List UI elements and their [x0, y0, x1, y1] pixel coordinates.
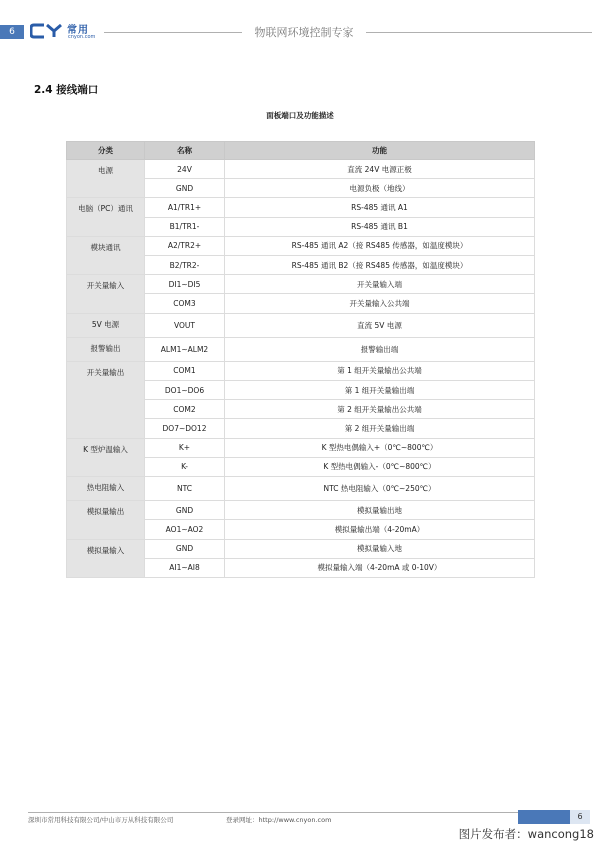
ports-table-body: [67, 160, 535, 578]
footer-website: 登录网址：http://www.cnyon.com: [226, 816, 332, 824]
category-cell: 开关量输入: [67, 275, 145, 313]
port-name-cell: VOUT: [145, 313, 225, 337]
category-cell: 电源: [67, 160, 145, 198]
port-function-cell: RS-485 通讯 B2（接 RS485 传感器，如温度模块）: [225, 255, 535, 274]
port-function-cell: 报警输出端: [225, 337, 535, 361]
port-function-cell: 模拟量输入端（4-20mA 或 0-10V）: [225, 558, 535, 577]
category-cell: 电脑（PC）通讯: [67, 198, 145, 236]
category-cell: 模块通讯: [67, 236, 145, 274]
footer-accent-bar: [518, 810, 570, 824]
port-name-cell: GND: [145, 179, 225, 198]
port-name-cell: K+: [145, 438, 225, 457]
port-name-cell: GND: [145, 539, 225, 558]
logo-url: cnyon.com: [68, 34, 96, 40]
port-name-cell: AI1~AI8: [145, 558, 225, 577]
port-function-cell: K 型热电偶输入+（0℃~800℃）: [225, 438, 535, 457]
port-function-cell: 第 2 组开关量输出公共端: [225, 400, 535, 419]
port-function-cell: 模拟量输出地: [225, 501, 535, 520]
port-name-cell: ALM1~ALM2: [145, 337, 225, 361]
footer-page-number: 6: [570, 810, 590, 824]
port-name-cell: K-: [145, 457, 225, 476]
header-rule-left: [104, 32, 242, 33]
footer-rule: [28, 812, 518, 813]
port-function-cell: 模拟量输入地: [225, 539, 535, 558]
category-cell: 5V 电源: [67, 313, 145, 337]
port-name-cell: NTC: [145, 477, 225, 501]
port-function-cell: 电源负极（地线）: [225, 179, 535, 198]
column-header-name: 名称: [145, 142, 225, 160]
table-row: [67, 337, 535, 361]
table-row: [67, 438, 535, 457]
company-logo: [30, 21, 102, 43]
publisher-watermark: 图片发布者：wancong18: [458, 827, 594, 841]
ports-table: [66, 141, 535, 578]
port-name-cell: COM1: [145, 361, 225, 380]
category-cell: 模拟量输出: [67, 501, 145, 539]
port-function-cell: NTC 热电阻输入（0℃~250℃）: [225, 477, 535, 501]
port-function-cell: 第 2 组开关量输出端: [225, 419, 535, 438]
port-name-cell: B1/TR1-: [145, 217, 225, 236]
table-row: [67, 501, 535, 520]
port-function-cell: 第 1 组开关量输出端: [225, 381, 535, 400]
table-row: [67, 539, 535, 558]
port-name-cell: COM3: [145, 294, 225, 313]
table-header-row: [67, 142, 535, 160]
port-name-cell: GND: [145, 501, 225, 520]
port-name-cell: B2/TR2-: [145, 255, 225, 274]
port-function-cell: RS-485 通讯 A1: [225, 198, 535, 217]
table-row: [67, 361, 535, 380]
port-function-cell: RS-485 通讯 A2（接 RS485 传感器，如温度模块）: [225, 236, 535, 255]
port-function-cell: 模拟量输出端（4-20mA）: [225, 520, 535, 539]
header-title: 物联网环境控制专家: [254, 26, 354, 39]
port-name-cell: COM2: [145, 400, 225, 419]
port-function-cell: 直流 5V 电源: [225, 313, 535, 337]
port-name-cell: DO7~DO12: [145, 419, 225, 438]
header-page-number: 6: [0, 25, 24, 39]
category-cell: K 型炉温输入: [67, 438, 145, 476]
port-name-cell: DO1~DO6: [145, 381, 225, 400]
table-row: [67, 236, 535, 255]
table-row: [67, 275, 535, 294]
section-heading: 2.4 接线端口: [34, 84, 99, 96]
port-name-cell: DI1~DI5: [145, 275, 225, 294]
logo-mark-icon: [30, 23, 64, 39]
column-header-function: 功能: [225, 142, 535, 160]
port-name-cell: A1/TR1+: [145, 198, 225, 217]
category-cell: 报警输出: [67, 337, 145, 361]
port-function-cell: 直流 24V 电源正极: [225, 160, 535, 179]
logo-text: 常用: [67, 25, 89, 36]
category-cell: 热电阻输入: [67, 477, 145, 501]
port-name-cell: 24V: [145, 160, 225, 179]
table-row: [67, 198, 535, 217]
table-row: [67, 313, 535, 337]
category-cell: 开关量输出: [67, 361, 145, 438]
port-function-cell: K 型热电偶输入-（0℃~800℃）: [225, 457, 535, 476]
port-function-cell: 第 1 组开关量输出公共端: [225, 361, 535, 380]
table-row: [67, 160, 535, 179]
port-name-cell: AO1~AO2: [145, 520, 225, 539]
port-function-cell: 开关量输入端: [225, 275, 535, 294]
category-cell: 模拟量输入: [67, 539, 145, 577]
port-function-cell: 开关量输入公共端: [225, 294, 535, 313]
column-header-category: 分类: [67, 142, 145, 160]
footer-company: 深圳市常用科技有限公司/中山市万从科技有限公司: [28, 816, 174, 824]
table-caption: 面板端口及功能描述: [266, 111, 334, 120]
port-function-cell: RS-485 通讯 B1: [225, 217, 535, 236]
port-name-cell: A2/TR2+: [145, 236, 225, 255]
table-row: [67, 477, 535, 501]
header-rule-right: [366, 32, 592, 33]
